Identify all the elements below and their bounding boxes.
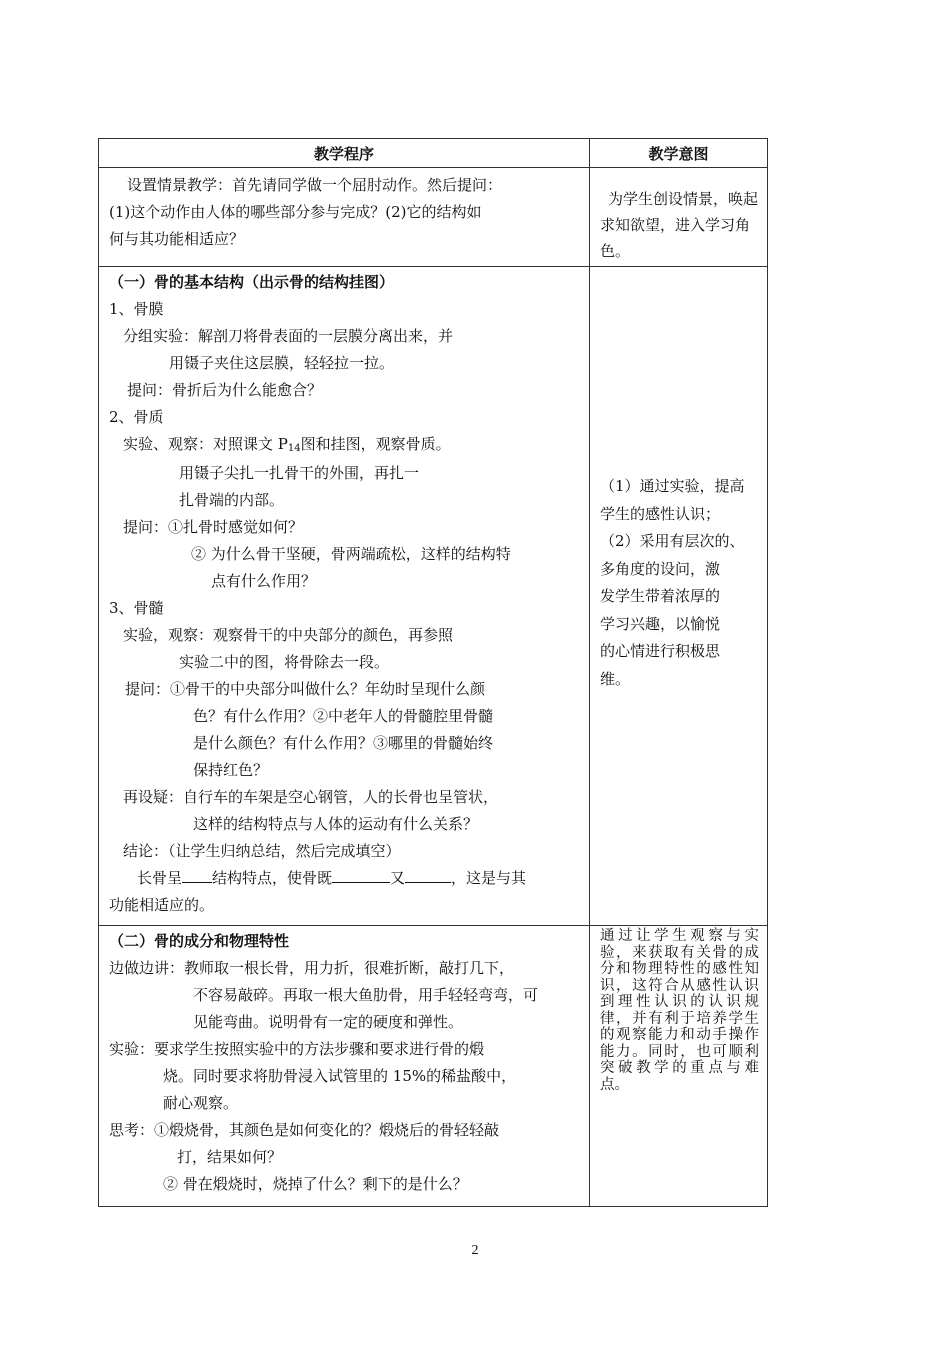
intent-cell [590, 168, 768, 267]
lesson-plan-table [98, 138, 768, 1207]
text-line: 用镊子夹住这层膜，轻轻拉一拉。 [169, 354, 395, 372]
table-row [99, 926, 768, 1207]
text-line: 边做边讲：教师取一根长骨，用力折，很难折断，敲打几下， [109, 959, 515, 977]
page-number: 2 [471, 1243, 479, 1258]
intent-text: 通过让学生观察与实验，来获取有关骨的成分和物理特性的感性知识，这符合从感性认识到理性认识的认识规律，并有利于培养学生的观察能力和动手操作能力。同时，也可顺利突破教学的重点与难点。 [600, 928, 759, 1093]
text-line: 分组实验：解剖刀将骨表面的一层膜分离出来，并 [123, 327, 454, 345]
text-line: 烧。同时要求将肋骨浸入试管里的 15%的稀盐酸中， [163, 1067, 517, 1085]
answer-blank [332, 866, 390, 883]
intent-text: （1）通过实验，提高 学生的感性认识； （2）采用有层次的、 多角度的设问，激 发学生带着浓厚的 学习兴趣，以愉悦 的心情进行积极思 维。 [600, 477, 745, 688]
table-row [99, 168, 768, 267]
text-line: 这样的结构特点与人体的运动有什么关系？ [193, 815, 479, 833]
text-line: 是什么颜色？有什么作用？③哪里的骨髓始终 [193, 734, 494, 752]
text-line: 提问：骨折后为什么能愈合？ [127, 381, 323, 399]
table-header-row [99, 139, 768, 168]
subsection-title: 3、骨髓 [109, 599, 164, 617]
text-line: (1)这个动作由人体的哪些部分参与完成？(2)它的结构如 [109, 203, 482, 221]
text-line: 保持红色？ [193, 761, 269, 779]
text-line: 用镊子尖扎一扎骨干的外围，再扎一 [179, 464, 420, 482]
text-line: 提问：①扎骨时感觉如何？ [123, 518, 304, 536]
text-line: ② 为什么骨干坚硬，骨两端疏松，这样的结构特 [191, 545, 511, 563]
text-line: 耐心观察。 [163, 1094, 239, 1112]
text-line: 设置情景教学：首先请同学做一个屈肘动作。然后提问： [127, 176, 503, 194]
text-line: 功能相适应的。 [109, 896, 215, 914]
text-line: 实验：要求学生按照实验中的方法步骤和要求进行骨的煅 [109, 1040, 485, 1058]
text-line: 不容易敲碎。再取一根大鱼肋骨，用手轻轻弯弯，可 [193, 986, 539, 1004]
procedure-cell [99, 267, 590, 926]
answer-blank [405, 866, 451, 883]
intent-cell [590, 267, 768, 926]
procedure-cell [99, 168, 590, 267]
text-line: 扎骨端的内部。 [179, 491, 285, 509]
subsection-title: 1、骨膜 [109, 300, 164, 318]
text-line: 实验，观察：观察骨干的中央部分的颜色，再参照 [123, 626, 454, 644]
subsection-title: 2、骨质 [109, 408, 164, 426]
intent-cell [590, 926, 768, 1207]
text-line: 色？有什么作用？②中老年人的骨髓腔里骨髓 [193, 707, 494, 725]
text-line: 见能弯曲。说明骨有一定的硬度和弹性。 [193, 1013, 464, 1031]
text-line: 提问：①骨干的中央部分叫做什么？年幼时呈现什么颜 [125, 680, 486, 698]
text-line: 结论：（让学生归纳总结，然后完成填空） [123, 842, 401, 860]
procedure-cell [99, 926, 590, 1207]
text-line: 打，结果如何？ [177, 1148, 283, 1166]
section-heading: （二）骨的成分和物理特性 [109, 932, 290, 950]
header-intent: 教学意图 [590, 139, 768, 168]
table-row [99, 267, 768, 926]
header-procedure: 教学程序 [99, 139, 590, 168]
intent-text: 为学生创设情景，唤起求知欲望，进入学习角色。 [600, 190, 759, 260]
text-line: 实验、观察：对照课文 $P_{14}$图和挂图，观察骨质。 [123, 435, 451, 454]
text-line: ② 骨在煅烧时，烧掉了什么？剩下的是什么？ [163, 1175, 468, 1193]
text-line: 何与其功能相适应？ [109, 230, 245, 248]
section-heading: （一）骨的基本结构（出示骨的结构挂图） [109, 273, 395, 291]
text-line: 再设疑：自行车的车架是空心钢管，人的长骨也呈管状， [123, 788, 499, 806]
fill-in-blank-line: 长骨呈 结构特点，使骨既 又 ，这是与其 [109, 865, 585, 892]
text-line: 实验二中的图，将骨除去一段。 [179, 653, 390, 671]
text-line: 点有什么作用？ [211, 572, 317, 590]
answer-blank [182, 866, 212, 883]
text-line: 思考：①煅烧骨，其颜色是如何变化的？煅烧后的骨轻轻敲 [109, 1121, 500, 1139]
